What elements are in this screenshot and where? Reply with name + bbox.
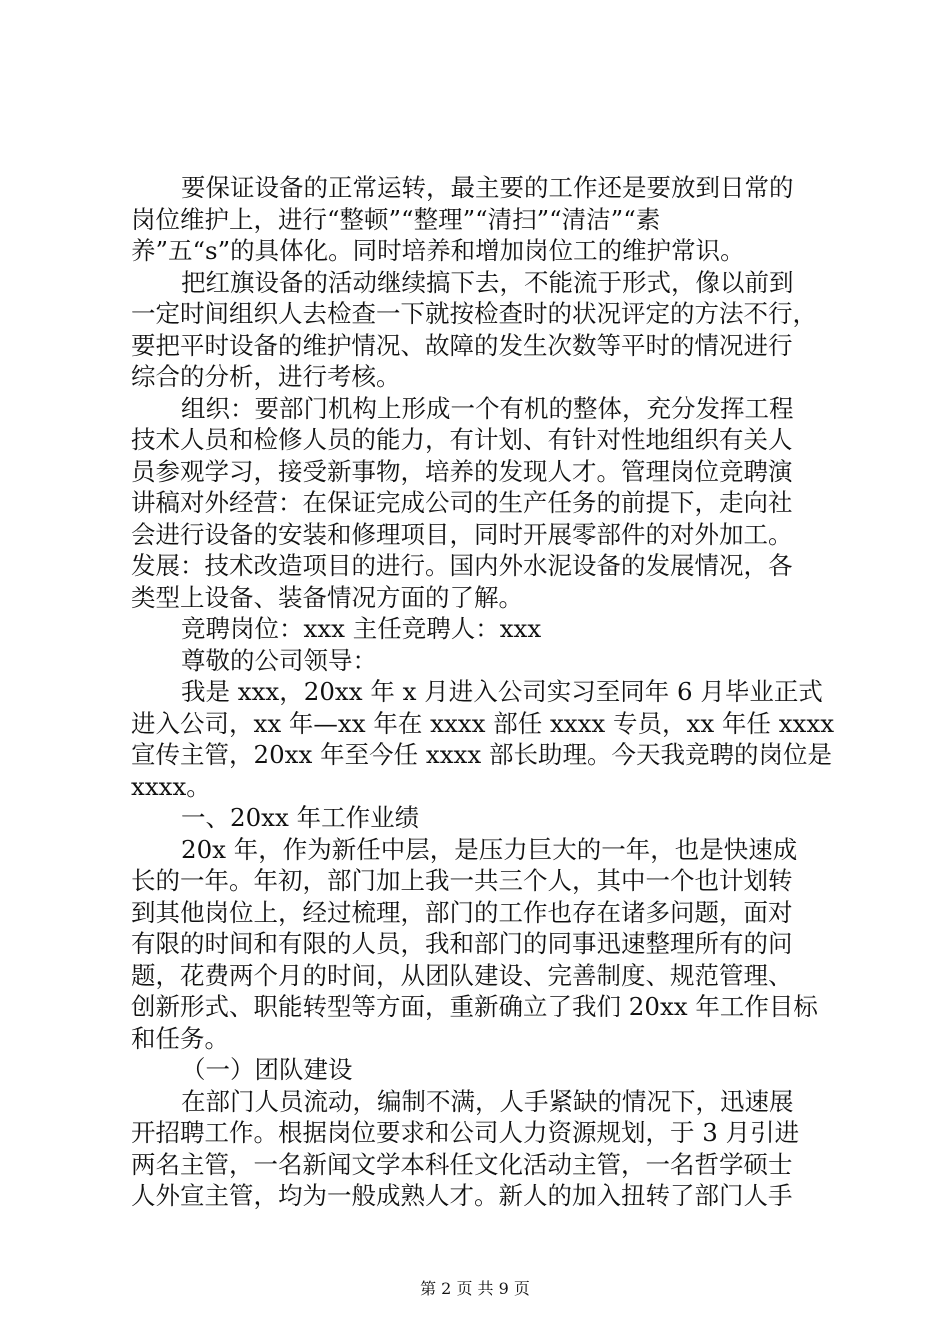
text-line: 竞聘岗位：xxx 主任竞聘人：xxx bbox=[181, 614, 542, 643]
text-line: 员参观学习，接受新事物，培养的发现人才。管理岗位竞聘演 bbox=[131, 456, 793, 486]
document-body bbox=[131, 172, 837, 1212]
text-line: 题，花费两个月的时间，从团队建设、完善制度、规范管理、 bbox=[131, 960, 793, 990]
text-line: 讲稿对外经营：在保证完成公司的生产任务的前提下，走向社 bbox=[131, 488, 793, 517]
text-line: 一定时间组织人去检查一下就按检查时的状况评定的方法不行， bbox=[131, 299, 817, 328]
text-line: 一、20xx 年工作业绩 bbox=[181, 803, 420, 832]
text-line: 在部门人员流动，编制不满，人手紧缺的情况下，迅速展 bbox=[181, 1086, 794, 1116]
text-line: 要把平时设备的维护情况、故障的发生次数等平时的情况进行 bbox=[131, 330, 793, 360]
text-line: 创新形式、职能转型等方面，重新确立了我们 20xx 年工作目标 bbox=[131, 992, 818, 1021]
text-line: 综合的分析，进行考核。 bbox=[131, 362, 401, 391]
text-line: 两名主管，一名新闻文学本科任文化活动主管，一名哲学硕士 bbox=[131, 1149, 793, 1179]
text-line: 发展：技术改造项目的进行。国内外水泥设备的发展情况，各 bbox=[131, 551, 793, 580]
text-line: 我是 xxx，20xx 年 x 月进入公司实习至同年 6 月毕业正式 bbox=[181, 677, 823, 706]
text-line: 20x 年，作为新任中层，是压力巨大的一年，也是快速成 bbox=[181, 834, 798, 864]
text-line: 宣传主管，20xx 年至今任 xxxx 部长助理。今天我竞聘的岗位是 bbox=[131, 740, 832, 769]
text-line: 岗位维护上，进行“整顿”“整理”“清扫”“清洁”“素 bbox=[131, 204, 661, 234]
text-line: 到其他岗位上，经过梳理，部门的工作也存在诸多问题，面对 bbox=[131, 897, 793, 927]
text-line: 类型上设备、装备情况方面的了解。 bbox=[131, 582, 523, 612]
text-line: （一）团队建设 bbox=[181, 1055, 353, 1084]
text-line: 进入公司，xx 年—xx 年在 xxxx 部任 xxxx 专员，xx 年任 xxxx bbox=[131, 708, 835, 738]
text-line: 技术人员和检修人员的能力，有计划、有针对性地组织有关人 bbox=[131, 425, 793, 454]
text-line: 要保证设备的正常运转，最主要的工作还是要放到日常的 bbox=[181, 173, 794, 202]
text-line: xxxx。 bbox=[131, 771, 211, 801]
text-line: 开招聘工作。根据岗位要求和公司人力资源规划，于 3 月引进 bbox=[131, 1118, 800, 1147]
text-line: 和任务。 bbox=[131, 1023, 229, 1053]
text-line: 有限的时间和有限的人员，我和部门的同事迅速整理所有的问 bbox=[131, 929, 793, 958]
text-line: 人外宣主管，均为一般成熟人才。新人的加入扭转了部门人手 bbox=[131, 1181, 793, 1210]
text-line: 把红旗设备的活动继续搞下去，不能流于形式，像以前到 bbox=[181, 267, 794, 297]
text-line: 组织：要部门机构上形成一个有机的整体，充分发挥工程 bbox=[181, 393, 794, 423]
text-line: 养”五“s”的具体化。同时培养和增加岗位工的维护常识。 bbox=[131, 236, 745, 265]
page-footer: 第 2 页 共 9 页 bbox=[420, 1279, 530, 1298]
text-line: 尊敬的公司领导： bbox=[181, 645, 377, 675]
text-line: 长的一年。年初，部门加上我一共三个人，其中一个也计划转 bbox=[131, 866, 793, 895]
text-line: 会进行设备的安装和修理项目，同时开展零部件的对外加工。 bbox=[131, 519, 793, 549]
